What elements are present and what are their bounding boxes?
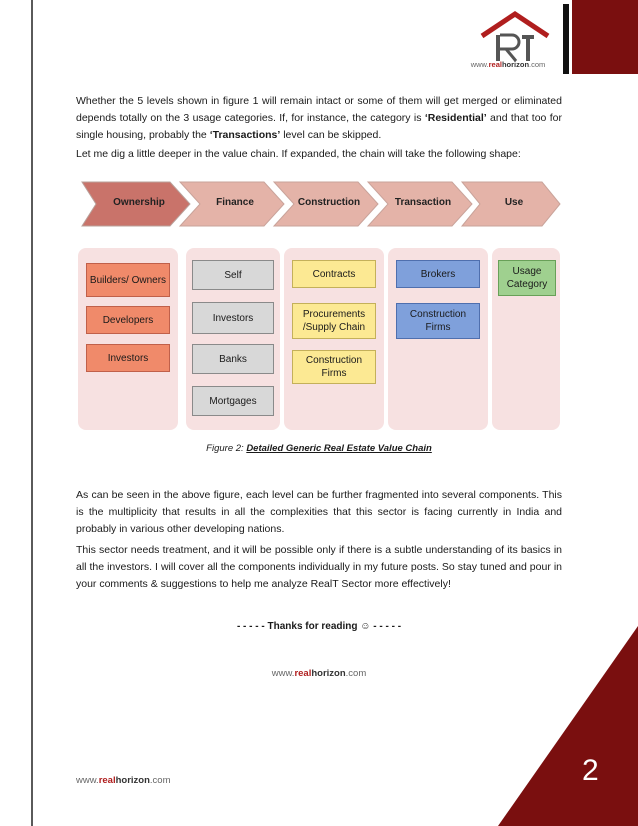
url-horizon: horizon [501,60,530,69]
url-com: .com [345,668,367,679]
box-builders-owners: Builders/ Owners [86,263,170,297]
box-mortgages: Mortgages [192,386,274,416]
paragraph-3: As can be seen in the above figure, each level can be further fragmented into several components. This is the multiplicity that results in all the complexities that this sector is facing currently in India and probably in various other developing nations. [76,489,562,535]
header-black-bar [563,4,569,74]
url-real: real [294,668,312,679]
thanks-line: - - - - - Thanks for reading ☺ - - - - - [236,621,402,632]
header-red-block [572,0,638,74]
url-com: .com [529,60,546,69]
url-www: www. [271,668,295,679]
url-www: www. [470,60,489,69]
box-procurements: Procurements /Supply Chain [292,303,376,339]
stage-finance: Finance [216,196,254,208]
p1-text-c: and that too for single housing, probably the [76,112,562,141]
box-construction-firms: Construction Firms [292,350,376,384]
stage-construction: Construction [297,196,361,208]
center-url-link[interactable] [76,668,562,679]
caption-prefix: Figure 2: [206,443,247,454]
stage-transaction: Transaction [394,196,452,208]
footer-red-triangle [498,626,638,826]
url-horizon: horizon [311,668,346,679]
stage-ownership: Ownership [113,196,165,208]
box-finance-investors: Investors [192,302,274,334]
url-real: real [98,775,116,786]
p1-bold-residential: ‘Residential’ [424,112,487,124]
box-banks: Banks [192,344,274,374]
box-brokers: Brokers [396,260,480,288]
box-self: Self [192,260,274,290]
url-real: real [488,60,502,69]
url-com: .com [149,775,171,786]
p1-text-e: level can be skipped. [280,129,382,141]
footer-url-link[interactable] [76,775,171,786]
page-number: 2 [582,754,599,787]
paragraph-2: Let me dig a little deeper in the value chain. If expanded, the chain will take the following shape: [76,148,521,160]
stage-use: Use [504,196,524,208]
box-transaction-construction-firms: Construction Firms [396,303,480,339]
p1-bold-transactions: ‘Transactions’ [209,129,281,141]
p1-text-a: Whether the 5 levels shown in figure 1 will remain intact or some of them will get merged or eliminated depends totally on the 3 usage categories. If, for instance, the category is [76,95,562,124]
figure-caption [76,443,562,454]
value-chain-diagram [76,176,562,436]
url-www: www. [76,775,99,786]
box-contracts: Contracts [292,260,376,288]
paragraph-1 [76,93,562,144]
url-horizon: horizon [115,775,150,786]
left-margin-rule [31,0,33,826]
header-logo-url [458,60,558,69]
box-ownership-investors: Investors [86,344,170,372]
caption-title: Detailed Generic Real Estate Value Chain [246,443,432,454]
box-developers: Developers [86,306,170,334]
box-usage-category: Usage Category [498,260,556,296]
paragraph-4: This sector needs treatment, and it will be possible only if there is a subtle understanding of its basics in all the investors. I will cover all the components individually in my future posts. So stay tuned and pour in your comments & suggestions to help me analyze RealT Sector more effectively! [76,544,562,590]
